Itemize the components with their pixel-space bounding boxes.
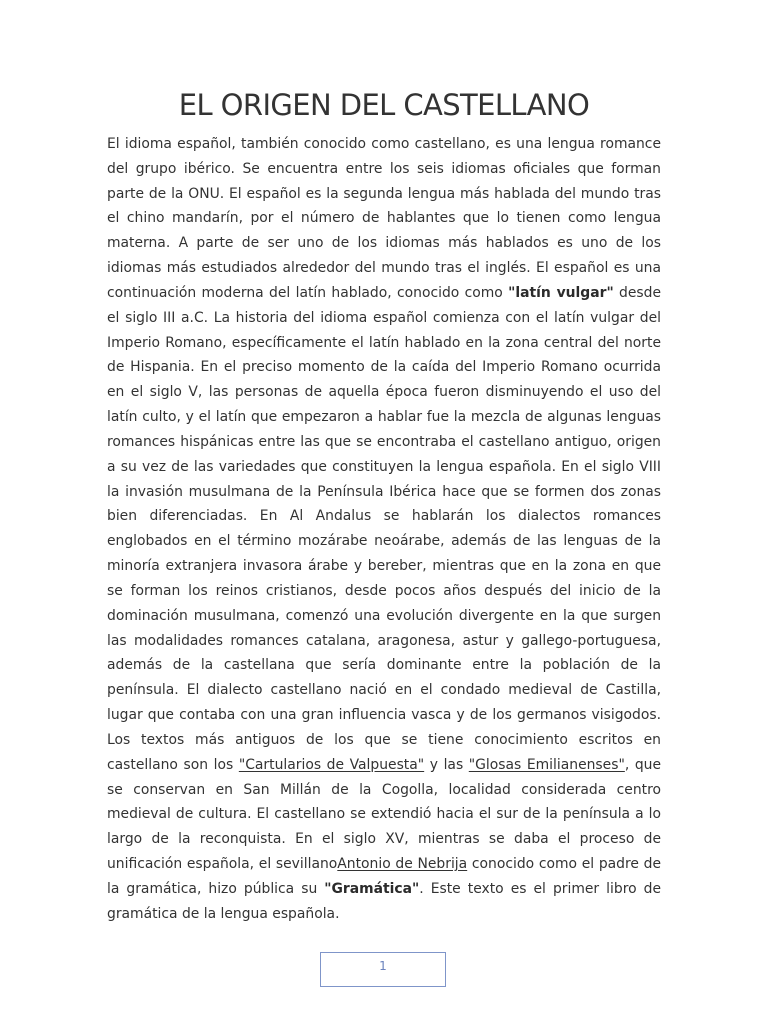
body-paragraph <box>107 132 661 927</box>
page-number-box <box>320 952 446 987</box>
bold-term-gramatica: "Gramática" <box>324 880 420 897</box>
bold-term-latin-vulgar: "latín vulgar" <box>508 284 614 301</box>
paragraph-text: y las <box>424 756 469 773</box>
paragraph-text: El idioma español, también conocido como castellano, es una lengua romance del grupo ibérico. Se encuentra entre los seis idiomas oficiales que forman parte de la ONU. El español es la segunda lengua más hablada del mundo tras el chino mandarín, por el número de hablantes que lo tienen como lengua materna. A parte de ser uno de los idiomas más hablados es uno de los idiomas más estudiados alrededor del mundo tras el inglés. El español es una continuación moderna del latín hablado, conocido como <box>107 136 661 301</box>
link-antonio-de-nebrija[interactable]: Antonio de Nebrija <box>337 856 468 873</box>
link-cartularios-de-valpuesta[interactable]: "Cartularios de Valpuesta" <box>238 756 425 773</box>
paragraph-text: , que se conservan en San Millán de la Cogolla, localidad considerada centro medieval de cultura. El castellano se extendió hacia el sur de la península a lo largo de la reconquista. En el siglo XV, mientras se daba el proceso de unificación española, el sevillano <box>107 756 662 873</box>
paragraph-text: desde el siglo III a.C. La historia del idioma español comienza con el latín vulgar del Imperio Romano, específicamente el latín hablado en la zona central del norte de Hispania. En el preciso momento de la caída del Imperio Romano ocurrida en el siglo V, las personas de aquella época fueron disminuyendo el uso del latín culto, y el latín que empezaron a hablar fue la mezcla de algunas lenguas romances hispánicas entre las que se encontraba el castellano antiguo, origen a su vez de las variedades que constituyen la lengua española. En el siglo VIII la invasión musulmana de la Península Ibérica hace que se formen dos zonas bien diferenciadas. En Al Andalus se hablarán los dialectos romances englobados en el término mozárabe neoárabe, además de las lenguas de la minoría extranjera invasora árabe y bereber, mientras que en la zona en que se forman los reinos cristianos, desde pocos años después del inicio de la dominación musulmana, comenzó una evolución divergente en la que surgen las modalidades romances catalana, aragonesa, astur y gallego-portuguesa, además de la castellana que sería dominante entre la población de la península. El dialecto castellano nació en el condado medieval de Castilla, lugar que contaba con una gran influencia vasca y de los germanos visigodos. Los textos más antiguos de los que se tiene conocimiento escritos en castellano son los <box>107 284 661 773</box>
paragraph-text: conocido como el padre de la gramática, hizo pública su <box>107 856 661 897</box>
page-number: 1 <box>379 959 387 973</box>
page-title: EL ORIGEN DEL CASTELLANO <box>178 88 590 122</box>
paragraph-text: . Este texto es el primer libro de gramática de la lengua española. <box>107 880 661 922</box>
link-glosas-emilianenses[interactable]: "Glosas Emilianenses" <box>468 756 625 773</box>
